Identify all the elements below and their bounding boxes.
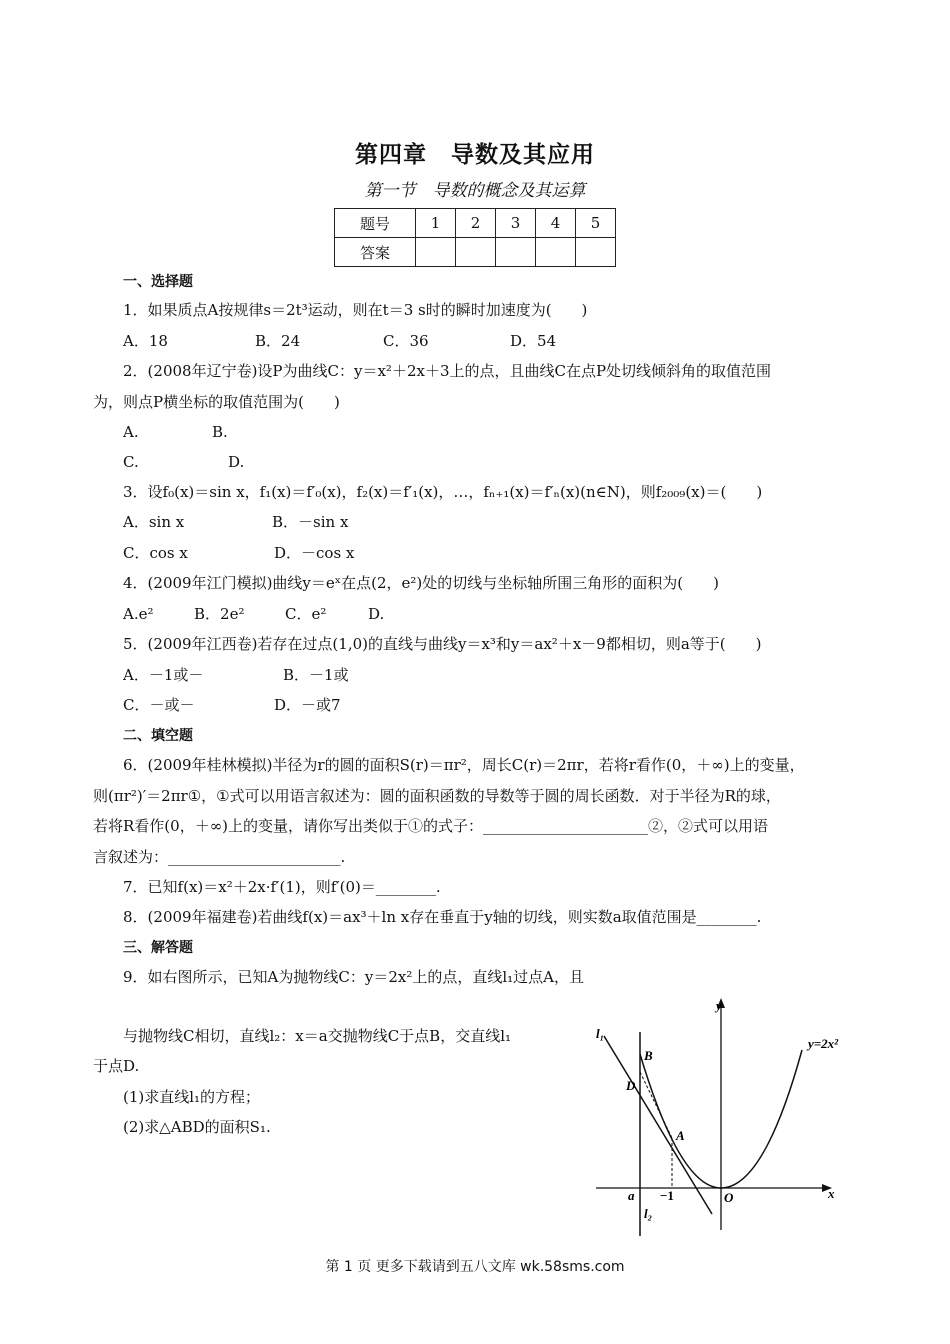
q4-option-a: A.e² xyxy=(123,605,154,623)
question-4: 4．(2009年江门模拟)曲线y＝eˣ在点(2，e²)处的切线与坐标轴所围三角形的面积为( ) xyxy=(123,574,719,592)
question-6-line2: 则(πr²)′＝2πr①，①式可以用语言叙述为：圆的面积函数的导数等于圆的周长函数．对于半径为R的球， xyxy=(93,787,781,805)
answer-table-number: 4 xyxy=(536,209,576,238)
q1-option-c: C．36 xyxy=(383,332,429,350)
answer-table-answer-row xyxy=(335,238,616,267)
q5-option-a: A．－1或－ xyxy=(123,666,204,684)
answer-cell xyxy=(496,238,536,267)
question-6-line4: 言叙述为：_______________________. xyxy=(93,848,346,866)
question-3: 3．设f₀(x)＝sin x，f₁(x)＝f′₀(x)，f₂(x)＝f′₁(x)，…，fₙ₊₁(x)＝f′ₙ(x)(n∈N)，则f₂₀₀₉(x)＝( ) xyxy=(123,483,763,501)
chapter-title: 第四章 导数及其应用 xyxy=(355,142,595,168)
q5-option-d: D．－或7 xyxy=(274,696,341,714)
question-2-line2: 为，则点P横坐标的取值范围为( ) xyxy=(93,393,340,411)
origin-label: O xyxy=(724,1190,734,1205)
q4-option-c: C．e² xyxy=(285,605,327,623)
point-d-label: D xyxy=(626,1078,636,1093)
q3-option-a: A．sin x xyxy=(123,513,185,531)
dashed-segment-ab xyxy=(640,1072,672,1138)
q3-option-d: D．－cos x xyxy=(274,544,355,562)
answer-cell xyxy=(536,238,576,267)
q5-option-b: B．－1或 xyxy=(283,666,349,684)
question-9-line3: 于点D. xyxy=(93,1057,140,1075)
q5-option-c: C．－或－ xyxy=(123,696,195,714)
point-b-label: B xyxy=(644,1048,653,1063)
l1-label: l₁ xyxy=(596,1026,605,1041)
q2-option-c: C. xyxy=(123,453,139,471)
section-heading-fill: 二、填空题 xyxy=(123,728,193,744)
question-6-line1: 6．(2009年桂林模拟)半径为r的圆的面积S(r)＝πr²，周长C(r)＝2πr，若将r看作(0，＋∞)上的变量， xyxy=(123,756,805,774)
x-axis-label: x xyxy=(828,1186,835,1201)
section-heading-choice: 一、选择题 xyxy=(123,274,193,290)
y-axis-label: y xyxy=(716,998,722,1013)
page-footer: 第 1 页 更多下载请到五八文库 wk.58sms.com xyxy=(325,1259,625,1275)
answer-table-header-row xyxy=(335,209,616,238)
curve-label: y=2x² xyxy=(808,1036,839,1051)
line-l1 xyxy=(604,1036,712,1214)
q3-option-c: C．cos x xyxy=(123,544,188,562)
question-2-line1: 2．(2008年辽宁卷)设P为曲线C：y＝x²＋2x＋3上的点，且曲线C在点P处切线倾斜角的取值范围 xyxy=(123,362,772,380)
q1-option-a: A．18 xyxy=(123,332,168,350)
section-heading-solve: 三、解答题 xyxy=(123,940,193,956)
section-subtitle: 第一节 导数的概念及其运算 xyxy=(364,181,586,201)
q1-option-b: B．24 xyxy=(255,332,301,350)
answer-table-number: 5 xyxy=(576,209,616,238)
answer-table-number: 2 xyxy=(456,209,496,238)
answer-table xyxy=(334,208,616,267)
answer-table-header-label: 题号 xyxy=(335,209,416,238)
answer-cell xyxy=(576,238,616,267)
q1-option-d: D．54 xyxy=(510,332,557,350)
question-7: 7．已知f(x)＝x²＋2x·f′(1)，则f′(0)＝________. xyxy=(123,878,441,896)
l2-label: l₂ xyxy=(644,1206,653,1221)
q2-option-d: D. xyxy=(228,453,245,471)
question-9-line2: 与抛物线C相切，直线l₂：x＝a交抛物线C于点B，交直线l₁ xyxy=(123,1027,512,1045)
answer-table-number: 3 xyxy=(496,209,536,238)
a-label: a xyxy=(628,1188,635,1203)
question-9-line1: 9．如右图所示，已知A为抛物线C：y＝2x²上的点，直线l₁过点A，且 xyxy=(123,968,584,986)
point-a-label: A xyxy=(676,1128,685,1143)
question-8: 8．(2009年福建卷)若曲线f(x)＝ax³＋ln x存在垂直于y轴的切线，则实数a取值范围是________. xyxy=(123,908,762,926)
question-9-part1: (1)求直线l₁的方程； xyxy=(123,1088,261,1106)
q3-option-b: B．－sin x xyxy=(272,513,349,531)
q2-option-b: B. xyxy=(212,423,228,441)
answer-cell xyxy=(456,238,496,267)
answer-cell xyxy=(416,238,456,267)
question-6-line3: 若将R看作(0，＋∞)上的变量，请你写出类似于①的式子：______________________②，②式可以用语 xyxy=(93,817,769,835)
answer-table-answer-label: 答案 xyxy=(335,238,416,267)
question-5: 5．(2009年江西卷)若存在过点(1,0)的直线与曲线y＝x³和y＝ax²＋x－9都相切，则a等于( ) xyxy=(123,635,762,653)
neg-one-label: −1 xyxy=(660,1188,674,1203)
q4-option-d: D. xyxy=(368,605,385,623)
question-1: 1．如果质点A按规律s＝2t³运动，则在t＝3 s时的瞬时加速度为( ) xyxy=(123,301,588,319)
question-9-part2: (2)求△ABD的面积S₁. xyxy=(123,1118,271,1136)
q4-option-b: B．2e² xyxy=(194,605,245,623)
answer-table-number: 1 xyxy=(416,209,456,238)
parabola-figure xyxy=(588,992,844,1240)
q2-option-a: A. xyxy=(123,423,139,441)
